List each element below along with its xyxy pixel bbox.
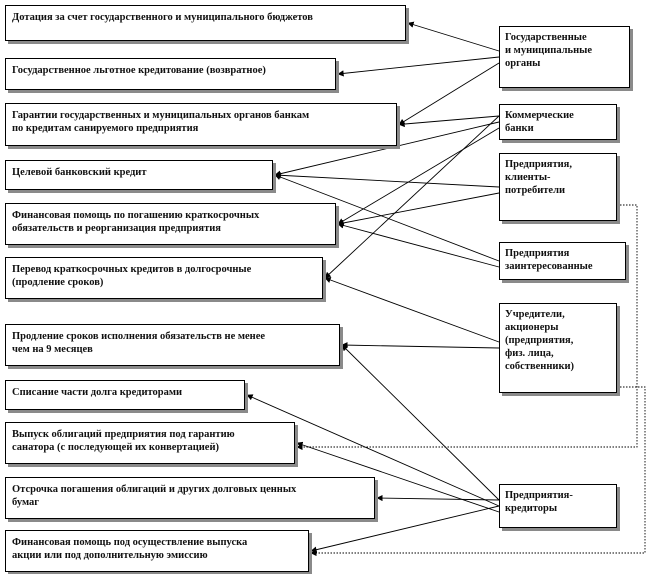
link-banks-to-guarantees (399, 116, 499, 125)
instrument-target-credit: Целевой банковский кредит (5, 160, 273, 190)
instrument-state-credit: Государственное льготное кредитование (возвратное) (5, 58, 336, 90)
instrument-bond-issue: Выпуск облигаций предприятия под гарантию санатора (с последующей их конвертацией) (5, 422, 295, 464)
link-state-bodies-to-state-subsidy (408, 23, 499, 51)
link-clients-to-target-credit (275, 175, 499, 187)
link-founders-to-financial-aid-shares (311, 387, 645, 553)
source-interested: Предприятия заинтересованные (499, 242, 626, 280)
source-creditors: Предприятия- кредиторы (499, 484, 617, 528)
source-clients: Предприятия, клиенты- потребители (499, 153, 617, 221)
source-founders: Учредители, акционеры (предприятия, физ. лица, собственники) (499, 303, 617, 393)
instrument-debt-writeoff: Списание части долга кредиторами (5, 380, 245, 410)
link-state-bodies-to-guarantees (399, 63, 499, 125)
link-founders-to-term-extension (342, 345, 499, 348)
instrument-bond-deferral: Отсрочка погашения облигаций и других долговых ценных бумаг (5, 477, 375, 519)
source-banks: Коммерческие банки (499, 104, 617, 140)
instrument-financial-aid-shares: Финансовая помощь под осуществление выпуска акции или под дополнительную эмиссию (5, 530, 309, 572)
instrument-credit-transfer: Перевод краткосрочных кредитов в долгосрочные (продление сроков) (5, 257, 323, 299)
link-founders-to-credit-transfer (325, 278, 499, 342)
instrument-term-extension: Продление сроков исполнения обязательств не менее чем на 9 месяцев (5, 324, 340, 366)
source-state-bodies: Государственные и муниципальные органы (499, 26, 630, 88)
instrument-financial-aid-short: Финансовая помощь по погашению краткосрочных обязательств и реорганизация предприятия (5, 203, 336, 245)
instrument-state-subsidy: Дотация за счет государственного и муниципального бюджетов (5, 5, 406, 41)
link-state-bodies-to-state-credit (338, 57, 499, 74)
instrument-guarantees: Гарантии государственных и муниципальных органов банкам по кредитам санируемого предприятия (5, 103, 397, 146)
